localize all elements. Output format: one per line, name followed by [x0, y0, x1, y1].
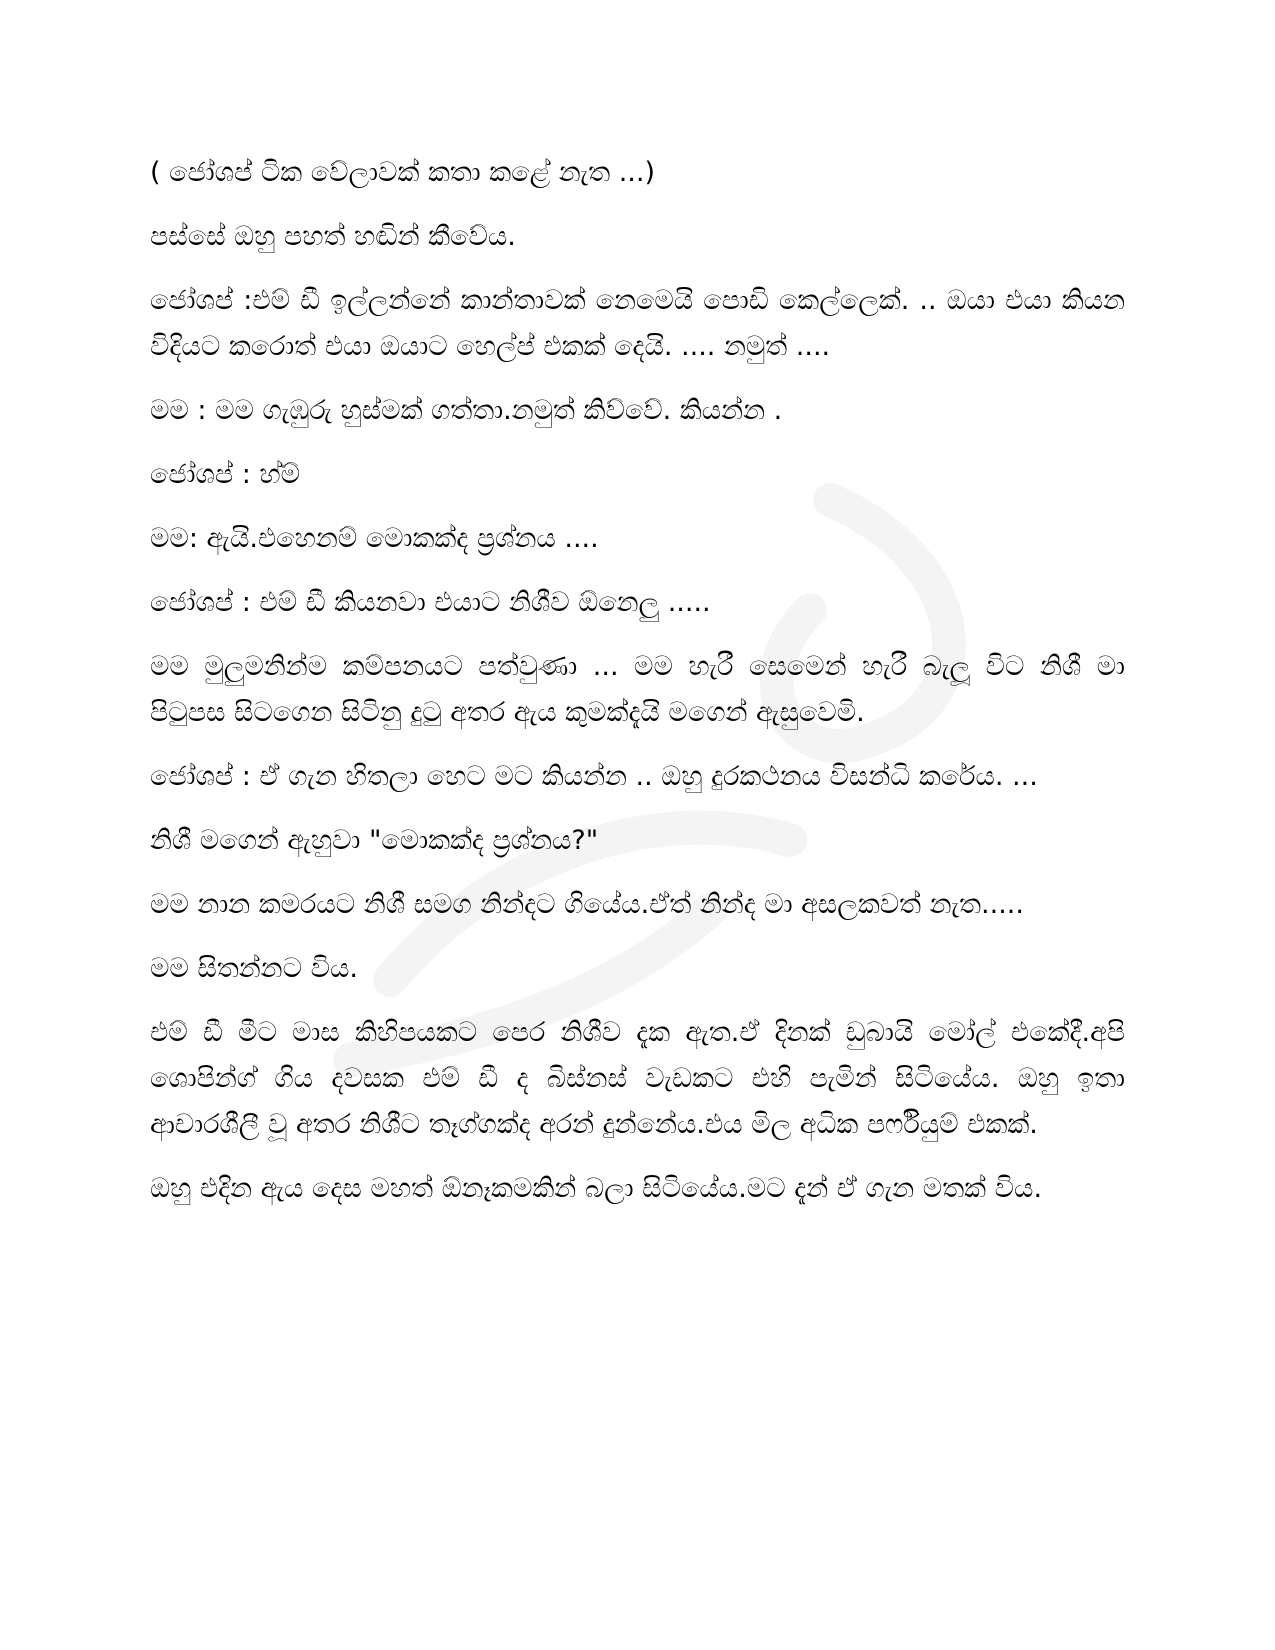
paragraph: එම් ඩී මීට මාස කිහිපයකට පෙර නිශීව දැක ඇත.ඒ දිනක් ඩුබායි මෝල් එකේදී.අපි ශොපින්ග් ගිය දවසක එම් ඩී ද බිස්නස් වැඩකට එහි පැමින් සිටියේය. ඔහු ඉතා ආචාරශීලී වූ අතර නිශීට තෑග්ගක්ද අරන් දුන්නේය.එය මිල අධික පර්ෆියුම් එකක්. — [150, 1017, 1125, 1140]
paragraph: ජෝශප් :එම් ඩී ඉල්ලන්නේ කාන්තාවක් නෙමෙයි පොඩි කෙල්ලෙක්. .. ඔයා එයා කියන විදියට කරොත් එයා ඔයාට හෙල්ප් එකක් දෙයි. .... නමුත් .... — [150, 285, 1125, 362]
paragraph: ජෝශප් : එම් ඩී කියනවා එයාට නිශීව ඕනෙලු ..... — [150, 587, 711, 618]
paragraph: පස්සේ ඔහු පහත් හඬින් කීවේය. — [150, 221, 516, 252]
document-body — [150, 150, 1125, 1212]
paragraph: ජෝශප් : හ්ම් — [150, 459, 301, 490]
paragraph: ( ජෝශප් ටික වේලාවක් කතා කළේ නැත ...) — [150, 157, 656, 188]
paragraph: ජෝශප් : ඒ ගැන හිතලා හෙට මට කියන්න .. ඔහු දුරකථනය විසන්ධි කරේය. ... — [150, 761, 1038, 792]
paragraph: නිශී මගෙන් ඇහුවා "මොකක්ද ප්‍රශ්නය?" — [150, 825, 599, 856]
paragraph: මම : මම ගැඹුරු හුස්මක් ගත්තා.නමුත් කිව්වේ. කියන්න . — [150, 395, 783, 426]
paragraph: මම මුලුමනින්ම කම්පනයට පත්වුණා ... මම හැරී සෙමෙන් හැරී බැලූ විට නිශී මා පිටුපස සිටගෙන සිටිනු දුටු අතර ඇය කුමක්දැයි මගෙන් ඇසුවෙමි. — [150, 651, 1125, 728]
paragraph: මම සිතන්නට විය. — [150, 953, 358, 984]
paragraph: ඔහු එදින ඇය දෙස මහත් ඕනෑකමකින් බලා සිටියේය.මට දැන් ඒ ගැන මතක් විය. — [150, 1173, 1043, 1204]
paragraph: මම: ඇයි.එහෙනම් මොකක්ද ප්‍රශ්නය .... — [150, 523, 599, 554]
paragraph: මම නාන කමරයට නිශී සමග නින්දට ගියේය.ඒත් නින්ද මා අසලකවත් නැත..... — [150, 889, 1024, 920]
